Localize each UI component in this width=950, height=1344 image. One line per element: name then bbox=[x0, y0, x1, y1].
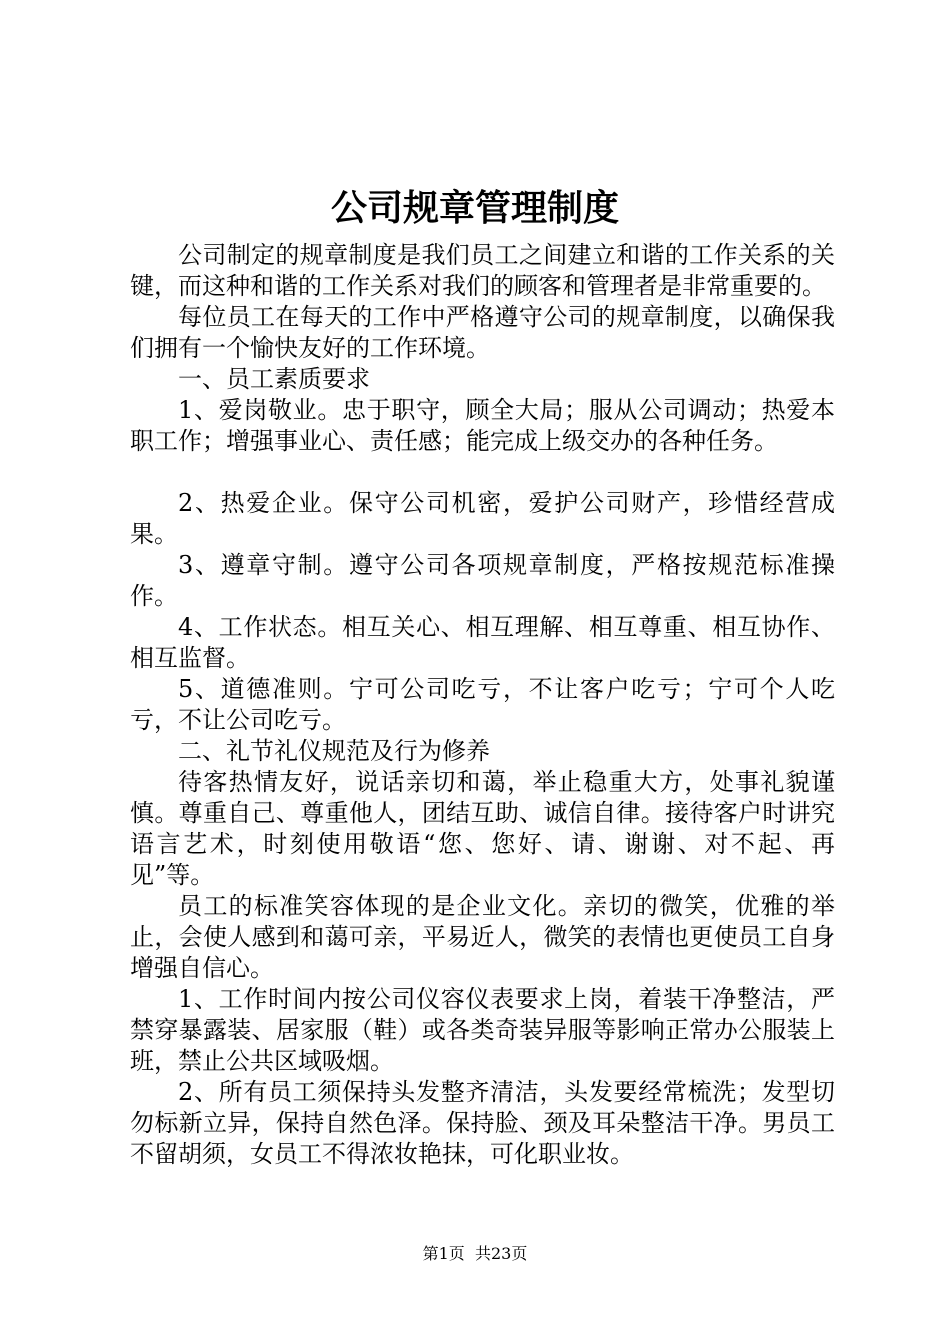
rule-item-2: 2、所有员工须保持头发整齐清洁，头发要经常梳洗；发型切勿标新立异，保持自然色泽。保持脸、颈及耳朵整洁干净。男员工不留胡须，女员工不得浓妆艳抹，可化职业妆。 bbox=[130, 1078, 835, 1168]
paragraph-environment: 每位员工在每天的工作中严格遵守公司的规章制度，以确保我们拥有一个愉快友好的工作环境。 bbox=[130, 303, 835, 362]
list-item-1: 1、爱岗敬业。忠于职守，顾全大局；服从公司调动；热爱本职工作；增强事业心、责任感；能完成上级交办的各种任务。 bbox=[130, 396, 835, 455]
document-body bbox=[130, 240, 835, 1170]
paragraph-smile: 员工的标准笑容体现的是企业文化。亲切的微笑，优雅的举止，会使人感到和蔼可亲，平易近人，微笑的表情也更使员工自身增强自信心。 bbox=[130, 892, 835, 982]
list-item-3: 3、遵章守制。遵守公司各项规章制度，严格按规范标准操作。 bbox=[130, 551, 835, 610]
paragraph-etiquette: 待客热情友好，说话亲切和蔼，举止稳重大方，处事礼貌谨慎。尊重自己、尊重他人，团结互助、诚信自律。接待客户时讲究语言艺术，时刻使用敬语“您、您好、请、谢谢、对不起、再见”等。 bbox=[130, 768, 835, 889]
list-item-5: 5、道德准则。宁可公司吃亏，不让客户吃亏；宁可个人吃亏，不让公司吃亏。 bbox=[130, 675, 835, 734]
list-item-4: 4、工作状态。相互关心、相互理解、相互尊重、相互协作、相互监督。 bbox=[130, 613, 835, 672]
rule-item-1: 1、工作时间内按公司仪容仪表要求上岗，着装干净整洁，严禁穿暴露装、居家服（鞋）或各类奇装异服等影响正常办公服装上班，禁止公共区域吸烟。 bbox=[130, 985, 835, 1075]
page-number: 第1页 bbox=[422, 1244, 465, 1263]
section-heading-2: 二、礼节礼仪规范及行为修养 bbox=[178, 737, 490, 765]
list-item-2: 2、热爱企业。保守公司机密，爱护公司财产，珍惜经营成果。 bbox=[130, 489, 835, 548]
document-title: 公司规章管理制度 bbox=[330, 187, 619, 229]
page-footer bbox=[0, 1243, 950, 1265]
section-heading-1: 一、员工素质要求 bbox=[178, 365, 370, 393]
paragraph-intro: 公司制定的规章制度是我们员工之间建立和谐的工作关系的关键，而这种和谐的工作关系对我们的顾客和管理者是非常重要的。 bbox=[130, 241, 835, 300]
page-total: 共23页 bbox=[474, 1244, 528, 1263]
